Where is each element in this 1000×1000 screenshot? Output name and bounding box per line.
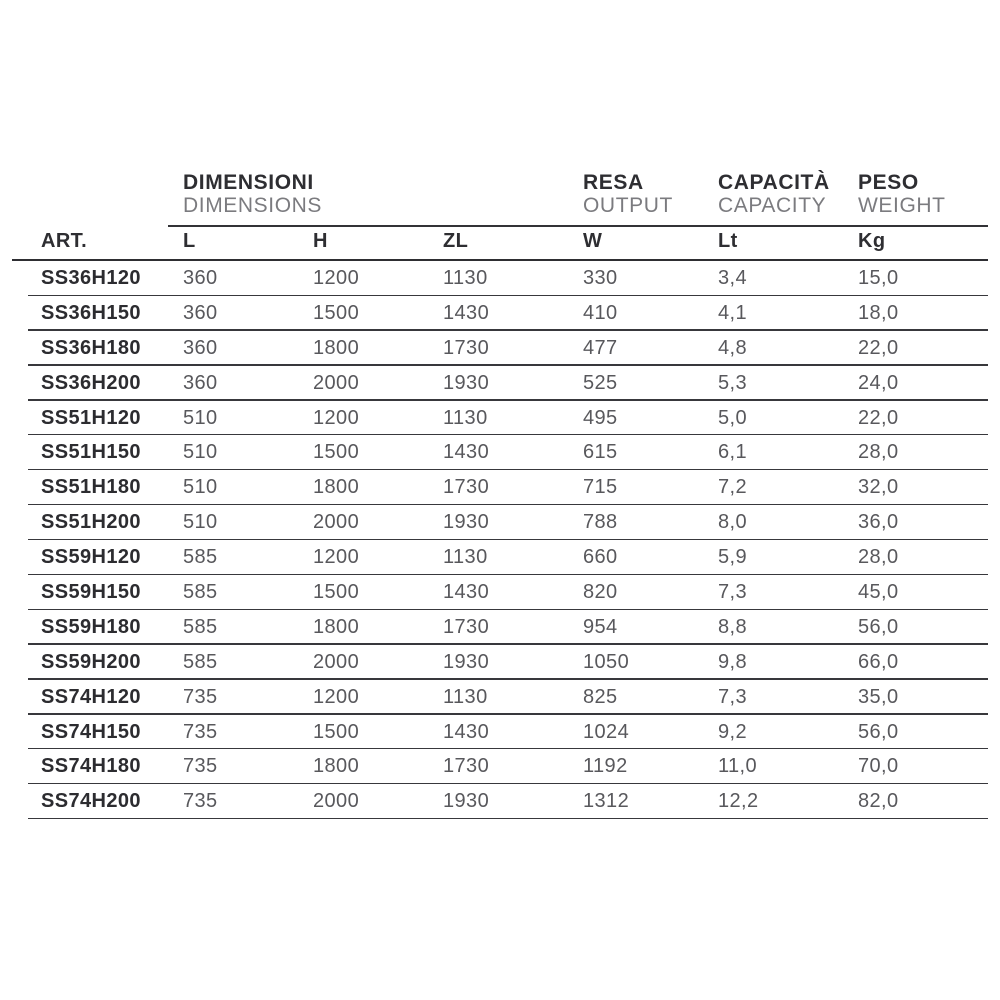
group-label-it: RESA: [583, 171, 644, 194]
cell-l: 735: [183, 790, 218, 813]
cell-kg: 22,0: [858, 336, 899, 359]
cell-lt: 4,8: [718, 336, 748, 359]
cell-kg: 15,0: [858, 266, 899, 289]
cell-zl: 1730: [443, 615, 490, 638]
cell-kg: 24,0: [858, 371, 899, 394]
cell-l: 735: [183, 720, 218, 743]
cell-kg: 18,0: [858, 301, 899, 324]
cell-zl: 1130: [443, 546, 488, 569]
cell-lt: 3,4: [718, 266, 748, 289]
spec-table: [12, 170, 988, 819]
cell-w: 495: [583, 406, 618, 429]
cell-w: 330: [583, 266, 618, 289]
cell-h: 1500: [313, 301, 360, 324]
cell-h: 1800: [313, 615, 360, 638]
cell-kg: 66,0: [858, 650, 899, 673]
cell-zl: 1930: [443, 511, 490, 534]
cell-h: 1800: [313, 755, 360, 778]
table-row: [12, 435, 988, 470]
table-row: [12, 575, 988, 610]
column-header-zl: ZL: [443, 230, 469, 252]
table-group-headers: [12, 170, 988, 226]
cell-zl: 1430: [443, 580, 490, 603]
table-row: [12, 470, 988, 505]
cell-art: SS36H120: [41, 266, 141, 289]
cell-h: 1800: [313, 476, 360, 499]
cell-l: 360: [183, 301, 218, 324]
group-label-en: WEIGHT: [858, 193, 946, 217]
cell-l: 360: [183, 266, 218, 289]
cell-w: 410: [583, 301, 618, 324]
cell-lt: 5,9: [718, 546, 748, 569]
cell-lt: 8,0: [718, 511, 748, 534]
cell-l: 735: [183, 755, 218, 778]
cell-zl: 1130: [443, 406, 488, 429]
cell-lt: 4,1: [718, 301, 748, 324]
cell-h: 1800: [313, 336, 360, 359]
cell-zl: 1430: [443, 441, 490, 464]
cell-l: 360: [183, 336, 218, 359]
table-row: [12, 331, 988, 366]
cell-kg: 32,0: [858, 476, 899, 499]
cell-w: 477: [583, 336, 618, 359]
cell-w: 954: [583, 615, 618, 638]
cell-w: 525: [583, 371, 618, 394]
cell-lt: 9,8: [718, 650, 748, 673]
cell-w: 820: [583, 580, 618, 603]
cell-kg: 56,0: [858, 615, 899, 638]
cell-h: 1500: [313, 441, 360, 464]
group-label-en: CAPACITY: [718, 193, 827, 217]
cell-l: 510: [183, 511, 218, 534]
column-header-art: ART.: [41, 230, 88, 252]
cell-h: 2000: [313, 371, 360, 394]
cell-w: 1312: [583, 790, 630, 813]
cell-l: 585: [183, 615, 218, 638]
cell-w: 1192: [583, 755, 628, 778]
table-row: [12, 784, 988, 819]
cell-w: 1024: [583, 720, 630, 743]
cell-lt: 12,2: [718, 790, 759, 813]
table-row: [12, 401, 988, 436]
table-row: [12, 610, 988, 645]
column-header-kg: Kg: [858, 230, 886, 252]
cell-h: 1200: [313, 406, 360, 429]
cell-l: 735: [183, 685, 218, 708]
cell-w: 1050: [583, 650, 630, 673]
cell-kg: 45,0: [858, 580, 899, 603]
cell-art: SS74H120: [41, 685, 141, 708]
group-header-rule: [168, 225, 988, 227]
cell-art: SS74H180: [41, 755, 141, 778]
cell-lt: 11,0: [718, 755, 758, 778]
table-header-row: [12, 226, 988, 261]
cell-kg: 56,0: [858, 720, 899, 743]
cell-art: SS59H150: [41, 580, 141, 603]
cell-l: 360: [183, 371, 218, 394]
cell-kg: 35,0: [858, 685, 899, 708]
cell-kg: 70,0: [858, 755, 899, 778]
cell-kg: 28,0: [858, 546, 899, 569]
table-row: [12, 296, 988, 331]
column-header-w: W: [583, 230, 603, 252]
table-row: [12, 645, 988, 680]
cell-art: SS36H180: [41, 336, 141, 359]
group-label-it: PESO: [858, 171, 919, 194]
cell-zl: 1130: [443, 266, 488, 289]
table-row: [12, 680, 988, 715]
cell-h: 1500: [313, 720, 360, 743]
cell-art: SS74H150: [41, 720, 141, 743]
cell-l: 585: [183, 650, 218, 673]
cell-lt: 7,2: [718, 476, 748, 499]
cell-zl: 1430: [443, 301, 490, 324]
group-label-en: DIMENSIONS: [183, 193, 323, 217]
cell-h: 1200: [313, 546, 360, 569]
cell-kg: 36,0: [858, 511, 899, 534]
cell-lt: 6,1: [718, 441, 748, 464]
cell-art: SS59H200: [41, 650, 141, 673]
cell-zl: 1430: [443, 720, 490, 743]
cell-art: SS51H180: [41, 476, 141, 499]
cell-lt: 7,3: [718, 580, 748, 603]
cell-lt: 8,8: [718, 615, 748, 638]
cell-l: 585: [183, 580, 218, 603]
cell-h: 1200: [313, 685, 360, 708]
cell-w: 615: [583, 441, 618, 464]
cell-art: SS59H180: [41, 615, 141, 638]
cell-zl: 1930: [443, 371, 490, 394]
cell-kg: 82,0: [858, 790, 899, 813]
table-row: [12, 505, 988, 540]
cell-art: SS51H150: [41, 441, 141, 464]
group-label-it: CAPACITÀ: [718, 171, 830, 194]
cell-w: 788: [583, 511, 618, 534]
cell-kg: 28,0: [858, 441, 899, 464]
column-header-h: H: [313, 230, 328, 252]
cell-h: 1200: [313, 266, 360, 289]
group-header-dimensions: [183, 172, 322, 217]
cell-zl: 1930: [443, 650, 490, 673]
cell-lt: 9,2: [718, 720, 748, 743]
cell-lt: 7,3: [718, 685, 748, 708]
cell-art: SS59H120: [41, 546, 141, 569]
group-label-en: OUTPUT: [583, 193, 673, 217]
cell-l: 585: [183, 546, 218, 569]
cell-zl: 1730: [443, 476, 490, 499]
cell-zl: 1130: [443, 685, 488, 708]
table-row: [12, 749, 988, 784]
row-separator: [28, 818, 988, 819]
group-header-weight: [858, 172, 946, 217]
cell-zl: 1930: [443, 790, 490, 813]
group-header-output: [583, 172, 673, 217]
group-header-capacity: [718, 172, 830, 217]
cell-art: SS36H150: [41, 301, 141, 324]
cell-l: 510: [183, 476, 218, 499]
cell-h: 2000: [313, 511, 360, 534]
group-label-it: DIMENSIONI: [183, 171, 314, 194]
cell-h: 1500: [313, 580, 360, 603]
cell-l: 510: [183, 406, 218, 429]
table-row: [12, 715, 988, 750]
cell-art: SS51H120: [41, 406, 141, 429]
table-row: [12, 261, 988, 296]
table-row: [12, 366, 988, 401]
cell-l: 510: [183, 441, 218, 464]
cell-h: 2000: [313, 650, 360, 673]
cell-art: SS36H200: [41, 371, 141, 394]
cell-lt: 5,0: [718, 406, 748, 429]
cell-art: SS51H200: [41, 511, 141, 534]
cell-zl: 1730: [443, 755, 490, 778]
cell-art: SS74H200: [41, 790, 141, 813]
column-header-l: L: [183, 230, 196, 252]
cell-w: 715: [583, 476, 618, 499]
cell-lt: 5,3: [718, 371, 748, 394]
table-body: [12, 261, 988, 819]
cell-w: 825: [583, 685, 618, 708]
cell-kg: 22,0: [858, 406, 899, 429]
cell-h: 2000: [313, 790, 360, 813]
table-row: [12, 540, 988, 575]
cell-zl: 1730: [443, 336, 490, 359]
cell-w: 660: [583, 546, 618, 569]
column-header-lt: Lt: [718, 230, 738, 252]
